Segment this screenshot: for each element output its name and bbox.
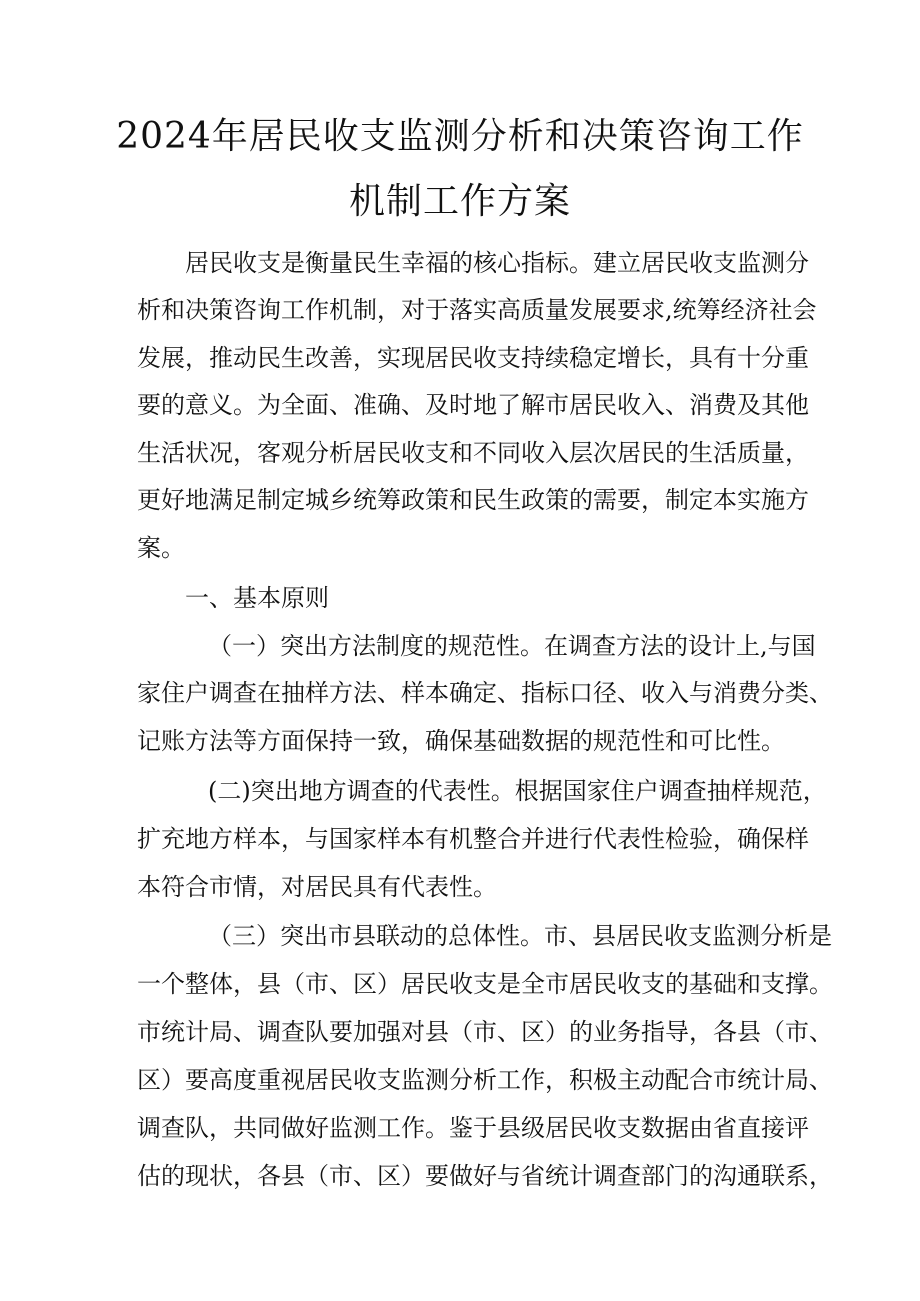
intro-paragraph-line: 析和决策咨询工作机制，对于落实高质量发展要求,统筹经济社会 [137, 296, 817, 324]
principle-2-line: (二)突出地方调查的代表性。根据国家住户调查抽样规范， [208, 777, 827, 805]
principle-1-line: 家住户调查在抽样方法、样本确定、指标口径、收入与消费分类、 [137, 679, 833, 707]
principle-3-line: 调查队，共同做好监测工作。鉴于县级居民收支数据由省直接评 [137, 1114, 809, 1142]
principle-3-line: 市统计局、调查队要加强对县（市、区）的业务指导，各县（市、 [137, 1018, 833, 1046]
intro-paragraph-line: 更好地满足制定城乡统筹政策和民生政策的需要，制定本实施方 [137, 486, 809, 514]
intro-paragraph-line: 生活状况，客观分析居民收支和不同收入层次居民的生活质量， [137, 439, 809, 467]
section-heading: 一、基本原则 [185, 584, 329, 612]
intro-paragraph-line: 发展，推动民生改善，实现居民收支持续稳定增长，具有十分重 [137, 344, 809, 372]
intro-paragraph-line: 居民收支是衡量民生幸福的核心指标。建立居民收支监测分 [185, 249, 809, 277]
document-title-line-1: 2024年居民收支监测分析和决策咨询工作 [116, 116, 804, 157]
principle-3-line: 一个整体，县（市、区）居民收支是全市居民收支的基础和支撑。 [137, 970, 833, 998]
intro-paragraph-line: 案。 [137, 534, 185, 562]
principle-3-line: 估的现状，各县（市、区）要做好与省统计调查部门的沟通联系， [137, 1162, 833, 1190]
principle-3-line: （三）突出市县联动的总体性。市、县居民收支监测分析是 [208, 922, 832, 950]
intro-paragraph-line: 要的意义。为全面、准确、及时地了解市居民收入、消费及其他 [137, 391, 809, 419]
principle-3-line: 区）要高度重视居民收支监测分析工作，积极主动配合市统计局、 [137, 1066, 833, 1094]
document-title-line-2: 机制工作方案 [348, 181, 571, 222]
principle-2-line: 本符合市情，对居民具有代表性。 [137, 873, 497, 901]
principle-2-line: 扩充地方样本，与国家样本有机整合并进行代表性检验，确保样 [137, 825, 809, 853]
principle-1-line: 记账方法等方面保持一致，确保基础数据的规范性和可比性。 [137, 727, 785, 755]
principle-1-line: （一）突出方法制度的规范性。在调查方法的设计上,与国 [208, 632, 816, 660]
